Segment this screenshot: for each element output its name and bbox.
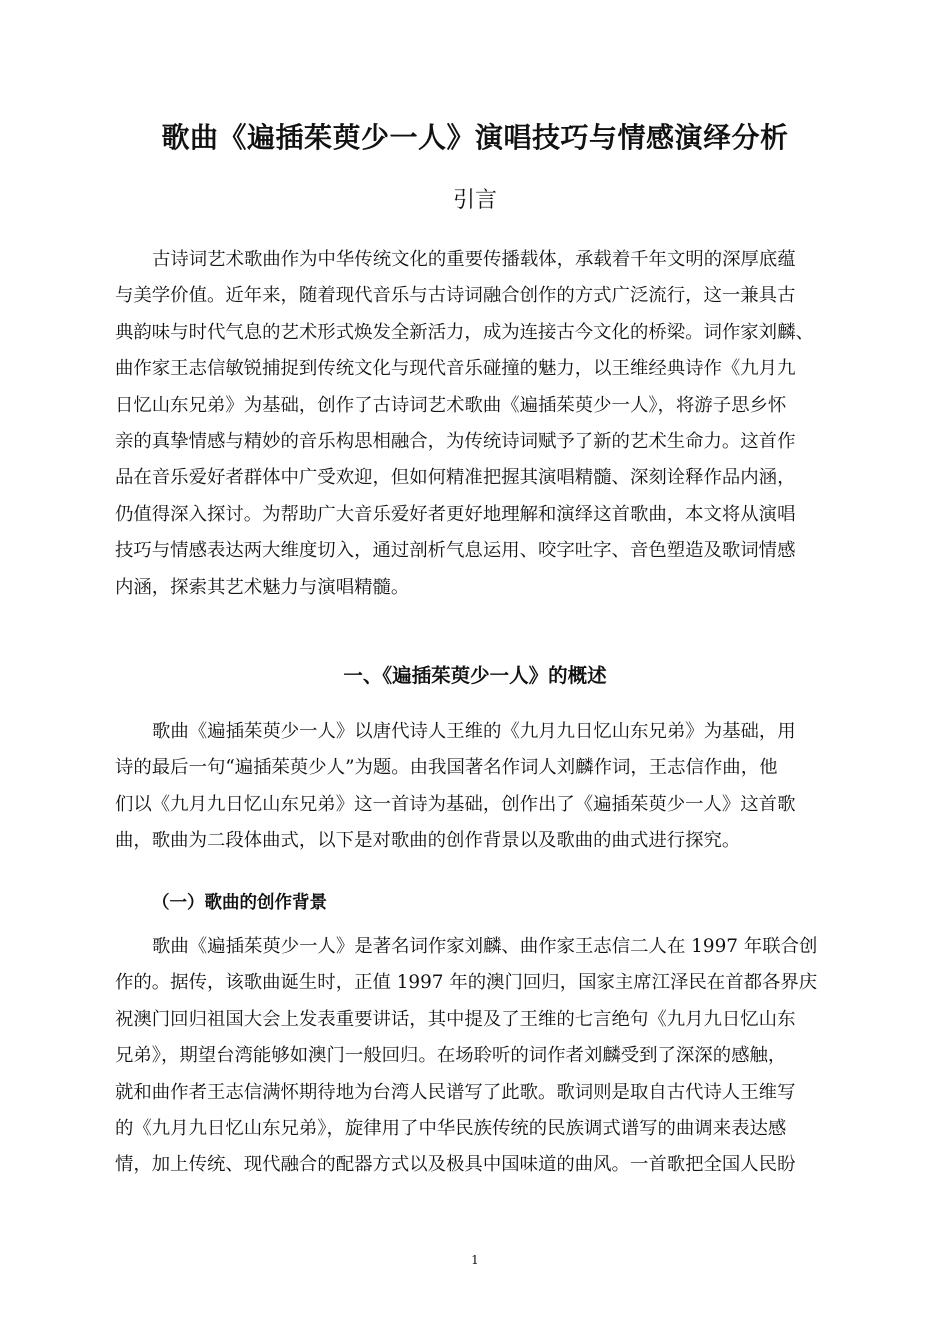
paragraph-line: 情，加上传统、现代融合的配器方式以及极具中国味道的曲风。一首歌把全国人民盼 <box>115 1154 796 1176</box>
subsection-heading: （一）歌曲的创作背景 <box>152 893 327 913</box>
paragraph-line: 与美学价值。近年来，随着现代音乐与古诗词融合创作的方式广泛流行，这一兼具古 <box>115 285 796 307</box>
paragraph-line: 祝澳门回归祖国大会上发表重要讲话，其中提及了王维的七言绝句《九月九日忆山东 <box>115 1008 796 1030</box>
intro-heading: 引言 <box>452 188 497 213</box>
paragraph-line: 典韵味与时代气息的艺术形式焕发全新活力，成为连接古今文化的桥梁。词作家刘麟、 <box>115 321 814 343</box>
paragraph-line: 古诗词艺术歌曲作为中华传统文化的重要传播载体，承载着千年文明的深厚底蕴 <box>152 249 796 270</box>
paragraph-line: 歌曲《遍插茱萸少一人》以唐代诗人王维的《九月九日忆山东兄弟》为基础，用 <box>152 721 796 742</box>
intro-paragraph <box>115 242 833 606</box>
paragraph-line: 的《九月九日忆山东兄弟》，旋律用了中华民族传统的民族调式谱写的曲调来表达感 <box>115 1117 787 1139</box>
paragraph-line: 技巧与情感表达两大维度切入，通过剖析气息运用、咬字吐字、音色塑造及歌词情感 <box>115 540 796 562</box>
paragraph-line: 仍值得深入探讨。为帮助广大音乐爱好者更好地理解和演绎这首歌曲，本文将从演唱 <box>115 503 796 525</box>
section-paragraph <box>115 714 833 860</box>
paragraph-line: 日忆山东兄弟》为基础，创作了古诗词艺术歌曲《遍插茱萸少一人》，将游子思乡怀 <box>115 394 787 416</box>
paragraph-line: 亲的真挚情感与精妙的音乐构思相融合，为传统诗词赋予了新的艺术生命力。这首作 <box>115 430 796 452</box>
section-heading: 一、《遍插茱萸少一人》的概述 <box>343 664 607 687</box>
paragraph-line: 就和曲作者王志信满怀期待地为台湾人民谱写了此歌。歌词则是取自古代诗人王维写 <box>115 1081 796 1103</box>
paragraph-line: 内涵，探索其艺术魅力与演唱精髓。 <box>115 576 410 598</box>
paragraph-line: 品在音乐爱好者群体中广受欢迎，但如何精准把握其演唱精髓、深刻诠释作品内涵， <box>115 467 796 489</box>
page-number: 1 <box>471 1253 479 1267</box>
paragraph-line: 兄弟》，期望台湾能够如澳门一般回归。在场聆听的词作者刘麟受到了深深的感触， <box>115 1045 787 1067</box>
paragraph-line: 歌曲《遍插茱萸少一人》是著名词作家刘麟、曲作家王志信二人在 1997 年联合创 <box>152 936 818 957</box>
paragraph-line: 曲，歌曲为二段体曲式，以下是对歌曲的创作背景以及歌曲的曲式进行探究。 <box>115 830 741 852</box>
document-title: 歌曲《遍插茱萸少一人》演唱技巧与情感演绎分析 <box>161 121 789 154</box>
subsection-paragraph <box>115 929 833 1184</box>
paragraph-line: 们以《九月九日忆山东兄弟》这一首诗为基础，创作出了《遍插茱萸少一人》这首歌 <box>115 793 796 815</box>
paragraph-line: 作的。据传，该歌曲诞生时，正值 1997 年的澳门回归，国家主席江泽民在首都各界庆 <box>115 972 818 994</box>
paragraph-line: 曲作家王志信敏锐捕捉到传统文化与现代音乐碰撞的魅力，以王维经典诗作《九月九 <box>115 358 796 380</box>
paragraph-line: 诗的最后一句“遍插茱萸少人”为题。由我国著名作词人刘麟作词，王志信作曲，他 <box>115 757 778 779</box>
